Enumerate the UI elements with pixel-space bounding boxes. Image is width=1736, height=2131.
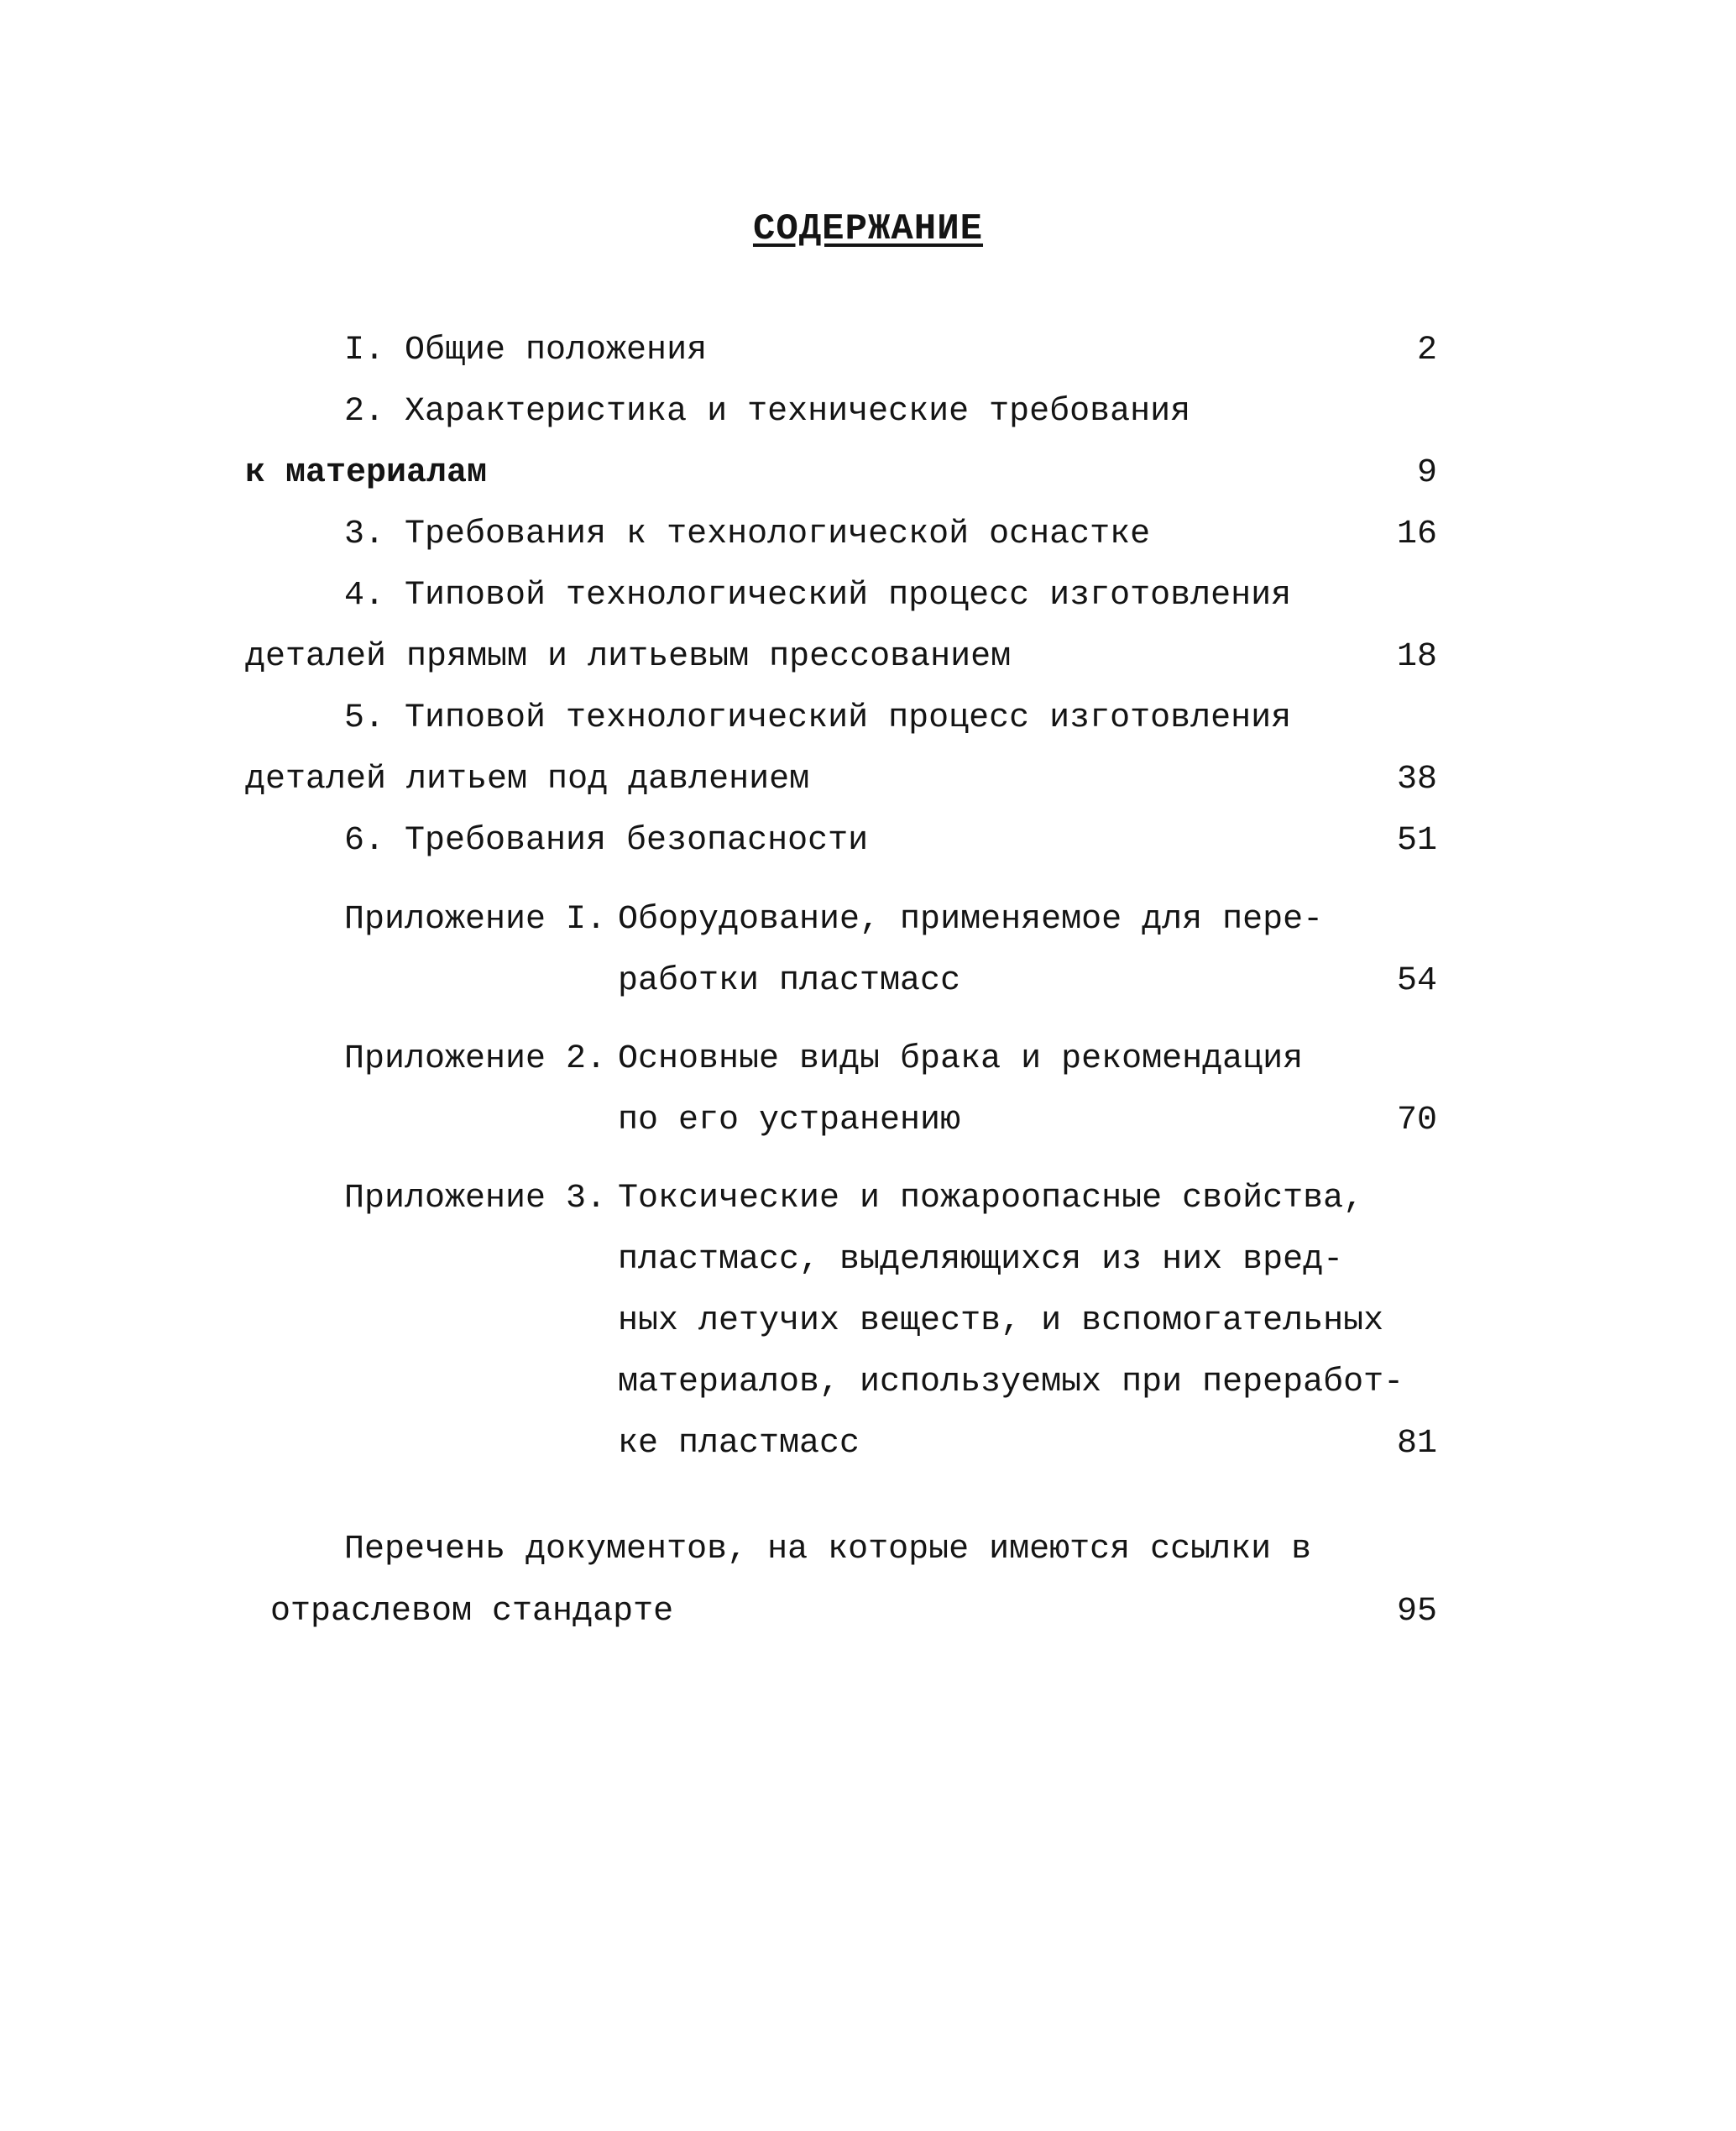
- toc-entry-1-line-1: I. Общие положения: [344, 332, 708, 369]
- toc-entry-1-page: 2: [1416, 332, 1437, 369]
- appendix-2-line-2: по его устранению: [618, 1102, 961, 1139]
- toc-entry-4-line-1: 4. Типовой технологический процесс изготовления: [344, 577, 1292, 615]
- appendix-3-line-5: ке пластмасс: [618, 1425, 860, 1463]
- appendix-3-page: 81: [1396, 1425, 1437, 1463]
- toc-entry-4-page: 18: [1396, 638, 1437, 676]
- appendix-1-page: 54: [1396, 962, 1437, 1000]
- page-title: СОДЕРЖАНИЕ: [752, 208, 984, 250]
- toc-entry-2-line-2: к материалам: [245, 454, 488, 492]
- appendix-2-label: Приложение 2.: [344, 1040, 607, 1078]
- toc-entry-2-line-1: 2. Характеристика и технические требования: [344, 393, 1191, 431]
- toc-entry-4-line-2: деталей прямым и литьевым прессованием: [245, 638, 1012, 676]
- appendix-1-line-2: работки пластмасс: [618, 962, 961, 1000]
- references-line-1: Перечень документов, на которые имеются ссылки в: [344, 1531, 1312, 1568]
- appendix-1-line-1: Оборудование, применяемое для пере-: [618, 901, 1324, 939]
- toc-entry-5-line-2: деталей литьем под давлением: [245, 761, 810, 798]
- toc-entry-6-page: 51: [1396, 822, 1437, 860]
- toc-entry-2-page: 9: [1416, 454, 1437, 492]
- toc-entry-3-page: 16: [1396, 516, 1437, 553]
- appendix-3-line-2: пластмасс, выделяющихся из них вред-: [618, 1241, 1344, 1279]
- toc-entry-5-page: 38: [1396, 761, 1437, 798]
- appendix-1-label: Приложение I.: [344, 901, 607, 939]
- toc-entry-5-line-1: 5. Типовой технологический процесс изготовления: [344, 699, 1292, 737]
- references-line-2: отраслевом стандарте: [270, 1593, 674, 1631]
- toc-entry-3-line-1: 3. Требования к технологической оснастке: [344, 516, 1151, 553]
- appendix-3-line-4: материалов, используемых при переработ-: [618, 1364, 1404, 1401]
- appendix-3-line-1: Токсические и пожароопасные свойства,: [618, 1180, 1364, 1217]
- appendix-3-line-3: ных летучих веществ, и вспомогательных: [618, 1302, 1384, 1340]
- references-page: 95: [1396, 1593, 1437, 1631]
- appendix-3-label: Приложение 3.: [344, 1180, 607, 1217]
- toc-entry-6-line-1: 6. Требования безопасности: [344, 822, 869, 860]
- appendix-2-page: 70: [1396, 1102, 1437, 1139]
- appendix-2-line-1: Основные виды брака и рекомендация: [618, 1040, 1304, 1078]
